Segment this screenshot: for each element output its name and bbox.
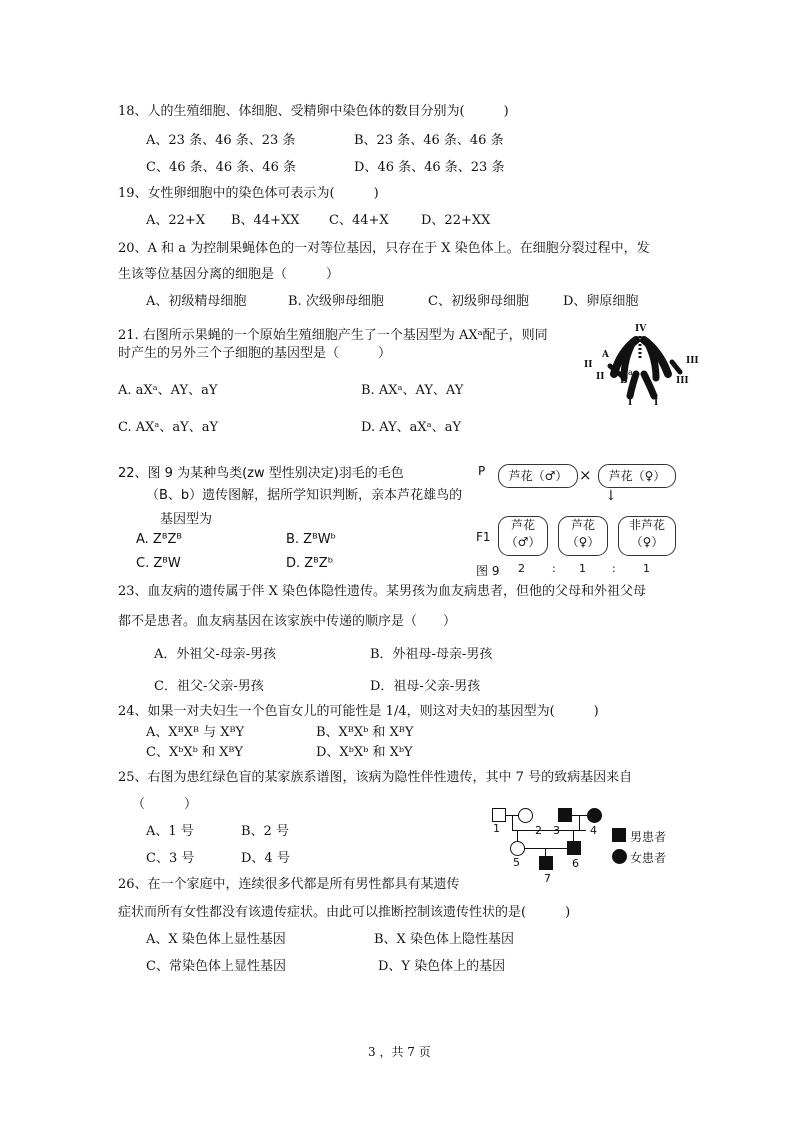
f1-child-3-sex: （♀） xyxy=(630,535,664,549)
pedigree-individual-7 xyxy=(539,856,553,870)
q25-stem-line1: 25、右图为患红绿色盲的某家族系谱图，该病为隐性伴性遗传，其中 7 号的致病基因来自 xyxy=(118,770,633,785)
q18-option-c: C、46 条、46 条、46 条 xyxy=(146,160,296,175)
q22-stem-line1: 22、图 9 为某种鸟类(zw 型性别决定)羽毛的毛色 xyxy=(118,466,404,481)
q20-option-c: C、初级卵母细胞 xyxy=(428,294,529,309)
pedigree-individual-6 xyxy=(567,841,581,855)
pedigree-number-7: 7 xyxy=(544,872,551,885)
q24-option-a: A、XᴮXᴮ 与 XᴮY xyxy=(146,725,245,740)
q20-option-b: B. 次级卵母细胞 xyxy=(288,294,384,309)
cross-p-label: P xyxy=(478,464,486,478)
chromosome-label-iv: IV xyxy=(635,324,647,334)
pedigree-individual-2 xyxy=(518,808,533,823)
pedigree-number-4: 4 xyxy=(590,824,597,837)
chromosome-label-b: B xyxy=(620,376,628,386)
chromosome-label-i-right: I xyxy=(654,398,659,408)
q21-option-c: C. AXᵃ、aY、aY xyxy=(118,420,219,435)
q23-option-b: B．外祖母-母亲-男孩 xyxy=(370,647,493,662)
q24-stem: 24、如果一对夫妇生一个色盲女儿的可能性是 1/4，则这对夫妇的基因型为( ) xyxy=(118,704,599,719)
cross-symbol: × xyxy=(579,466,592,484)
chromosome-label-ii-left2: II xyxy=(596,372,605,382)
q19-option-d: D、22+XX xyxy=(421,213,491,228)
chromosome-label-a-small: a xyxy=(628,368,633,377)
q25-option-a: A、1 号 xyxy=(146,824,194,839)
q23-option-a: A．外祖父-母亲-男孩 xyxy=(154,647,277,662)
q26-option-c: C、常染色体上显性基因 xyxy=(146,959,286,974)
q21-stem-line2: 时产生的另外三个子细胞的基因型是（ ） xyxy=(118,346,392,361)
pedigree-number-6: 6 xyxy=(572,857,579,870)
chromosome-label-a: A xyxy=(602,350,609,360)
q24-option-d: D、XᵇXᵇ 和 XᵇY xyxy=(316,745,413,760)
chromosome-figure xyxy=(580,322,700,410)
q20-option-a: A、初级精母细胞 xyxy=(146,294,247,309)
f1-child-2-box xyxy=(558,516,608,556)
q21-option-b: B. AXᵃ、AY、AY xyxy=(361,383,464,398)
legend-female-patient-label: 女患者 xyxy=(630,851,667,865)
q18-option-a: A、23 条、46 条、23 条 xyxy=(146,133,296,148)
legend-male-patient-icon xyxy=(612,828,626,842)
q22-stem-line3: 基因型为 xyxy=(160,512,213,527)
q18-option-d: D、46 条、46 条、23 条 xyxy=(354,160,505,175)
q25-option-d: D、4 号 xyxy=(241,851,290,866)
page-number: 3 ，共 7 页 xyxy=(368,1045,431,1059)
q26-stem-line1: 26、在一个家庭中，连续很多代都是所有男性都具有某遗传 xyxy=(118,877,460,892)
parent-male-box: 芦花（♂） xyxy=(498,464,578,488)
q21-option-d: D. AY、aXᵃ、aY xyxy=(361,420,462,435)
legend-female-patient-icon xyxy=(612,849,627,864)
parent-female-box: 芦花（♀） xyxy=(598,464,676,488)
q23-option-c: C．祖父-父亲-男孩 xyxy=(154,679,264,694)
cross-f1-label: F1 xyxy=(476,530,491,544)
q19-stem: 19、女性卵细胞中的染色体可表示为( ) xyxy=(118,186,379,201)
q25-option-b: B、2 号 xyxy=(241,824,289,839)
cross-diagram xyxy=(476,458,686,576)
q20-stem-line1: 20、A 和 a 为控制果蝇体色的一对等位基因，只存在于 X 染色体上。在细胞分裂过程中，发 xyxy=(118,241,650,256)
q18-stem: 18、人的生殖细胞、体细胞、受精卵中染色体的数目分别为( ) xyxy=(118,104,509,119)
pedigree-number-5: 5 xyxy=(513,856,520,869)
q18-option-b: B、23 条、46 条、46 条 xyxy=(354,133,504,148)
q26-option-d: D、Y 染色体上的基因 xyxy=(378,959,506,974)
chromosome-label-ii-left: II xyxy=(584,360,593,370)
q22-option-a: A. ZᴮZᴮ xyxy=(136,532,182,547)
q26-option-a: A、X 染色体上显性基因 xyxy=(146,932,286,947)
f1-child-2-phenotype: 芦花 xyxy=(570,518,595,532)
q24-option-b: B、XᴮXᵇ 和 XᴮY xyxy=(316,725,414,740)
f1-child-2-sex: （♀） xyxy=(566,535,600,549)
ratio-value-3: 1 xyxy=(643,562,650,575)
q24-option-c: C、XᵇXᵇ 和 XᴮY xyxy=(146,745,243,760)
q25-stem-line2: （ ） xyxy=(132,797,198,812)
q25-option-c: C、3 号 xyxy=(146,851,195,866)
pedigree-individual-5 xyxy=(510,841,525,856)
q26-stem-line2: 症状而所有女性都没有该遗传症状。由此可以推断控制该遗传性状的是( ) xyxy=(118,905,571,920)
ratio-value-1: 2 xyxy=(518,562,525,575)
chromosome-label-iii-right: III xyxy=(686,356,699,366)
q19-option-b: B、44+XX xyxy=(231,213,300,228)
q22-option-b: B. ZᴮWᵇ xyxy=(286,532,337,547)
f1-child-3-box xyxy=(618,516,676,556)
chromosome-label-i-left: I xyxy=(628,398,633,408)
pedigree-individual-1 xyxy=(492,808,506,822)
pedigree-individual-3 xyxy=(558,808,572,822)
figure-9-caption: 图 9 xyxy=(476,564,500,578)
q20-stem-line2: 生该等位基因分离的细胞是（ ） xyxy=(118,267,340,282)
q19-option-c: C、44+X xyxy=(329,213,389,228)
legend-male-patient-label: 男患者 xyxy=(630,830,667,844)
pedigree-number-1: 1 xyxy=(493,822,500,835)
ratio-separator-1: : xyxy=(552,562,556,575)
ratio-value-2: 1 xyxy=(579,562,586,575)
q22-option-d: D. ZᴮZᵇ xyxy=(286,556,334,571)
q19-option-a: A、22+X xyxy=(146,213,206,228)
q22-stem-line2: （B、b）遗传图解，据所学知识判断，亲本芦花雄鸟的 xyxy=(146,488,463,503)
f1-child-1-phenotype: 芦花 xyxy=(510,518,535,532)
q21-stem-line1: 21. 右图所示果蝇的一个原始生殖细胞产生了一个基因型为 AXᵃ配子，则同 xyxy=(118,328,548,343)
q21-option-a: A. aXᵃ、AY、aY xyxy=(118,383,218,398)
f1-child-3-phenotype: 非芦花 xyxy=(628,518,665,532)
pedigree-number-2: 2 xyxy=(535,824,542,837)
f1-child-1-sex: （♂） xyxy=(505,535,541,549)
q22-option-c: C. ZᴮW xyxy=(136,556,181,571)
f1-child-1-box xyxy=(498,516,548,556)
q23-stem-line2: 都不是患者。血友病基因在该家族中传递的顺序是（ ） xyxy=(118,614,457,629)
q23-option-d: D．祖母-父亲-男孩 xyxy=(370,679,481,694)
q20-option-d: D、卵原细胞 xyxy=(563,294,639,309)
q26-option-b: B、X 染色体上隐性基因 xyxy=(374,932,514,947)
pedigree-chart xyxy=(488,808,688,888)
pedigree-number-3: 3 xyxy=(553,824,560,837)
cross-arrow: ↓ xyxy=(605,488,617,504)
pedigree-individual-4 xyxy=(587,808,602,823)
ratio-separator-2: : xyxy=(612,562,616,575)
chromosome-label-iii-right2: III xyxy=(676,376,689,386)
q23-stem-line1: 23、血友病的遗传属于伴 X 染色体隐性遗传。某男孩为血友病患者，但他的父母和外祖父母 xyxy=(118,584,647,599)
